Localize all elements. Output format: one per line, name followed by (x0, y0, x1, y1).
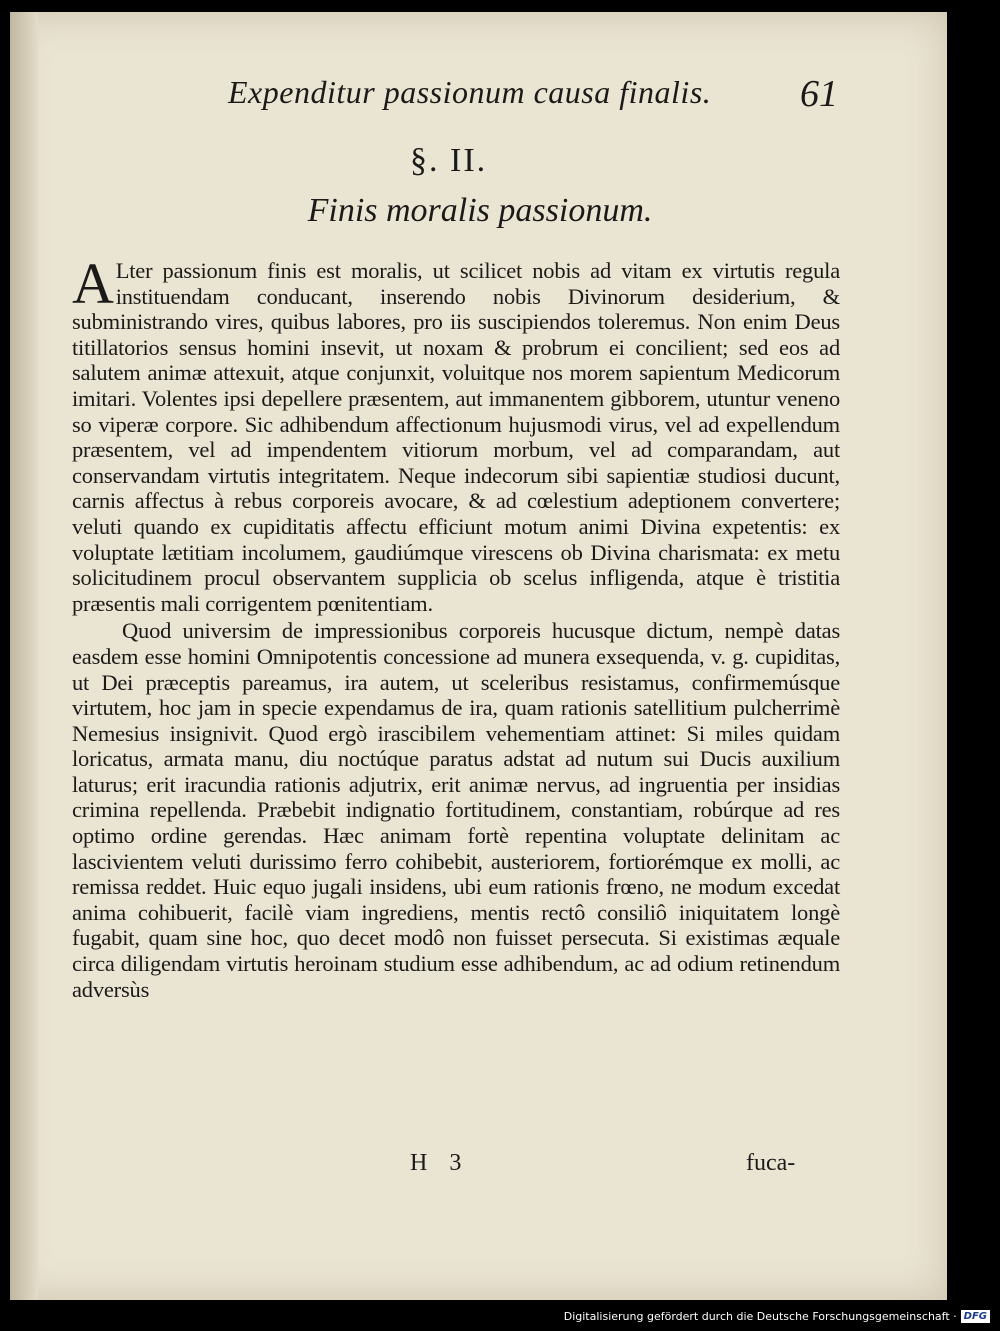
catchword: fuca- (746, 1150, 796, 1176)
section-subtitle: Finis moralis passionum. (307, 192, 653, 229)
footer (564, 1310, 990, 1323)
paragraph-1-text: Lter passionum finis est moralis, ut scilicet nobis ad vitam ex virtutis regula instituendam conducant, inserendo nobis Divinorum desiderium, & subministrando vires, quibus labores, pro iis suscipiendos toleremus. Non enim Deus titillatorios sensus homini insevit, ut noxam & probrum ei concilient; sed eos ad salutem animæ attexuit, atque conjunxit, voluitque nos morem sapientum Medicorum imitari. Volentes ipsi depellere præsentem, aut immanentem gibborem, utuntur veneno so viperæ corpore. Sic adhibendum affectionum hujusmodi virus, vel ad expellendum præsentem, vel ad impendentem vitiorum morbum, vel ad comparandam, aut conservandam virtutis integritatem. Neque indecorum sibi sapientiæ studiosi ducunt, carnis affectus à rebus corporeis avocare, & ad cœlestium adeptionem convertere; veluti quando ex cupiditatis affectu efficiunt motum animi Divina expetentis: ex voluptate lætitiam incolumem, gaudiúmque virescens ob Divina charismata: ex metu solicitudinem procul observantem supplicia ob scelus infligenda, atque è tristitia præsentis mali corrigentem pœnitentiam. (72, 258, 840, 616)
book-page (10, 12, 947, 1300)
dfg-logo-icon: DFG (961, 1310, 990, 1323)
page-number: 61 (800, 73, 838, 115)
footer-credit: Digitalisierung gefördert durch die Deutsche Forschungsgemeinschaft · (563, 1310, 957, 1323)
body-text (72, 251, 840, 1002)
paragraph-1 (72, 251, 840, 616)
page-gutter (10, 12, 38, 1300)
drop-cap: A (72, 251, 114, 316)
paragraph-2: Quod universim de impressionibus corporeis hucusque dictum, nempè datas easdem esse homini Omnipotentis concessione ad munera exsequenda, v. g. cupiditas, ut Dei præceptis pareamus, ira autem, ut sceleribus resistamus, confirmemúsque virtutem, hoc jam in specie expendamus de ira, quam rationis satellitium pulcherrimè Nemesius insignivit. Quod ergò irascibilem vehementiam attinet: Si miles quidam loricatus, armata manu, diu noctúque paratus adstat ad nutum sui Ducis auxilium laturus; erit iracundia rationis adjutrix, erit animæ nervus, ad ingruentia per insidias crimina repellenda. Præbebit indignatio fortitudinem, constantiam, robúrque ad res optimo ordine gerendas. Hæc animam fortè repentina voluptate delinitam ac lascivientem veluti durissimo ferro cohibebit, austeriorem, fortiorémque ex molli, ac remissa reddet. Huic equo jugali insidens, ubi eum rationis frœno, ne modum excedat anima cohibuerit, facilè viam ingrediens, mentis rectô consiliô iniquitatem longè fugabit, quam sine hoc, quo decet modô non fuisset persecuta. Si existimas æquale circa diligendam virtutis heroinam studium esse adhibendum, ac ad odium retinendum adversùs (72, 618, 840, 1002)
section-heading: §. II. (410, 142, 488, 179)
signature-mark: H 3 (410, 1150, 470, 1176)
running-title: Expenditur passionum causa finalis. (228, 74, 712, 110)
